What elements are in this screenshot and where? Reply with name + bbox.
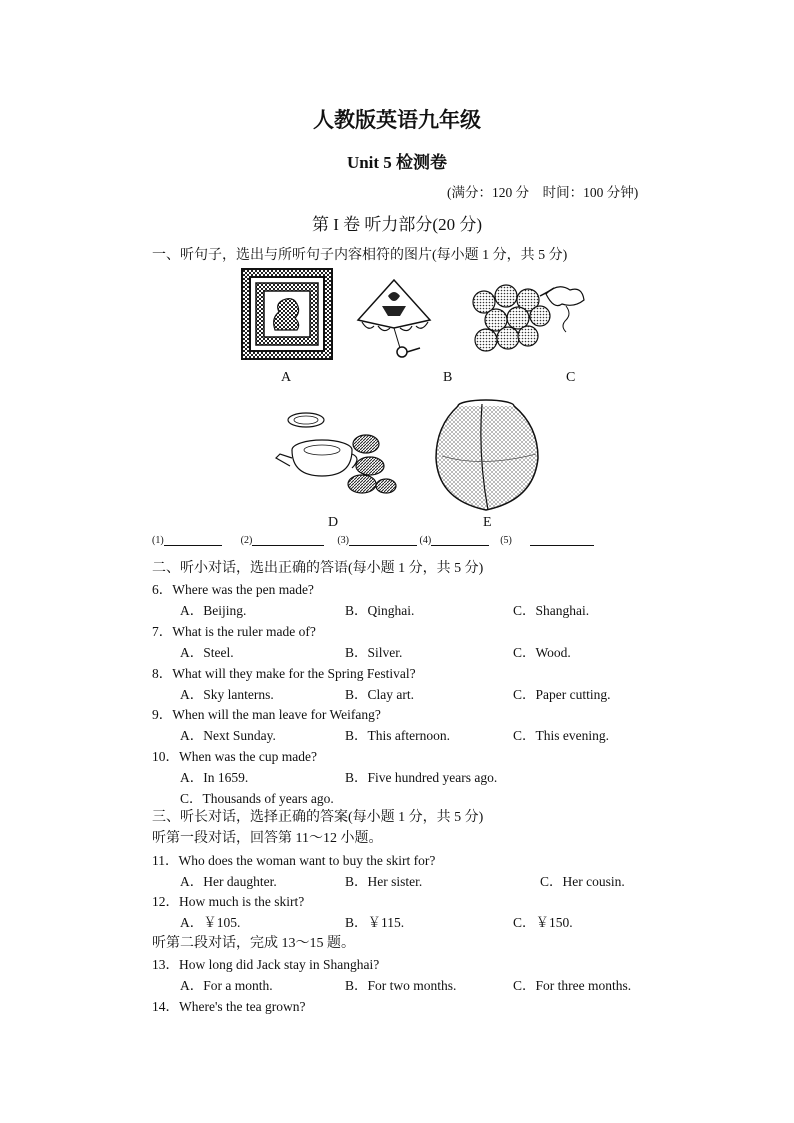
grapes-icon [470,280,590,362]
q10-option-b[interactable]: B．Five hundred years ago. [345,770,498,785]
q13-option-b[interactable]: B．For two months. [345,978,457,993]
answer-blanks [152,535,594,546]
q9-option-a[interactable]: A．Next Sunday. [180,728,276,743]
tea-set-icon [270,408,400,500]
blank-label-3: (3) [337,535,350,546]
blank-label-2: (2) [240,535,253,546]
answer-blank-5[interactable] [530,535,594,546]
answer-blank-3[interactable] [349,535,417,546]
q9-option-c[interactable]: C．This evening. [513,728,609,743]
answer-blank-4[interactable] [431,535,489,546]
q7-option-a[interactable]: A．Steel. [180,645,234,660]
q9-option-b[interactable]: B．This afternoon. [345,728,450,743]
picture-label-d: D [328,515,339,530]
q7-option-c[interactable]: C．Wood. [513,645,571,660]
picture-label-a: A [281,370,292,385]
question-10: 10．When was the cup made? [152,749,317,764]
q6-option-b[interactable]: B．Qinghai. [345,603,415,618]
answer-blank-2[interactable] [252,535,324,546]
question-14: 14．Where's the tea grown? [152,999,306,1014]
page-title: 人教版英语九年级 [313,108,481,132]
page-subtitle: Unit 5 检测卷 [346,153,448,172]
q11-option-b[interactable]: B．Her sister. [345,874,423,889]
q11-option-c[interactable]: C．Her cousin. [540,874,625,889]
question-11: 11．Who does the woman want to buy the skirt for? [152,853,436,868]
q8-option-a[interactable]: A．Sky lanterns. [180,687,274,702]
paper-cutting-icon [241,268,333,360]
q7-option-b[interactable]: B．Silver. [345,645,403,660]
section3-heading: 三、听长对话，选择正确的答案(每小题 1 分，共 5 分) [152,810,484,825]
answer-blank-1[interactable] [164,535,222,546]
q8-option-c[interactable]: C．Paper cutting. [513,687,611,702]
picture-label-e: E [483,515,492,530]
q12-option-b[interactable]: B．￥115. [345,915,405,930]
picture-label-c: C [566,370,576,385]
part-heading: 第 I 卷 听力部分(20 分) [312,215,482,234]
question-9: 9．When will the man leave for Weifang? [152,707,381,722]
question-7: 7．What is the ruler made of? [152,624,316,639]
q11-option-a[interactable]: A．Her daughter. [180,874,277,889]
question-8: 8．What will they make for the Spring Festival? [152,666,416,681]
question-12: 12．How much is the skirt? [152,894,305,909]
blank-label-5: (5) [500,535,512,546]
question-6: 6．Where was the pen made? [152,582,314,597]
q6-option-c[interactable]: C．Shanghai. [513,603,590,618]
q13-option-c[interactable]: C．For three months. [513,978,632,993]
q8-option-b[interactable]: B．Clay art. [345,687,414,702]
q12-option-c[interactable]: C．￥150. [513,915,573,930]
q12-option-a[interactable]: A．￥105. [180,915,241,930]
vase-icon [432,396,544,514]
picture-label-b: B [443,370,453,385]
section1-heading: 一、听句子，选出与所听句子内容相符的图片(每小题 1 分，共 5 分) [152,248,568,263]
kite-icon [352,276,442,366]
q6-option-a[interactable]: A．Beijing. [180,603,247,618]
dialog2-instruction: 听第二段对话，完成 13～15 题。 [152,936,355,951]
exam-meta: (满分：120 分 时间：100 分钟) [447,185,639,200]
q10-option-a[interactable]: A．In 1659. [180,770,249,785]
question-13: 13．How long did Jack stay in Shanghai? [152,957,380,972]
section2-heading: 二、听小对话，选出正确的答语(每小题 1 分，共 5 分) [152,561,484,576]
blank-label-4: (4) [419,535,432,546]
q13-option-a[interactable]: A．For a month. [180,978,273,993]
blank-label-1: (1) [152,535,164,546]
q10-option-c[interactable]: C．Thousands of years ago. [180,791,334,806]
dialog1-instruction: 听第一段对话，回答第 11～12 小题。 [152,831,383,846]
